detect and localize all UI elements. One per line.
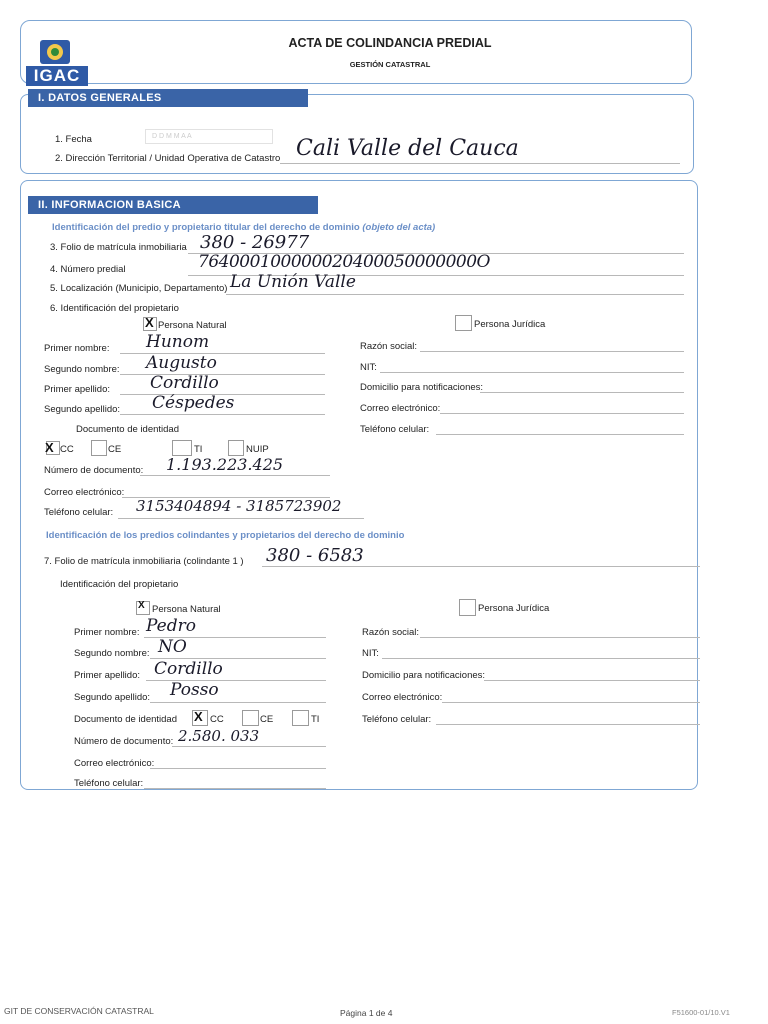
segundo-apellido-value[interactable]: Céspedes	[152, 393, 235, 413]
c-doc-cc-label: CC	[210, 714, 224, 725]
direccion-line	[280, 163, 680, 164]
localizacion-label: 5. Localización (Municipio, Departamento)	[50, 283, 228, 294]
c-razon-social-label: Razón social:	[362, 627, 420, 638]
telefono-line	[436, 434, 684, 435]
c-doc-ti-checkbox[interactable]	[292, 710, 309, 726]
folio7-value[interactable]: 380 - 6583	[266, 545, 364, 566]
primer-nombre-value[interactable]: Hunom	[146, 332, 210, 352]
localizacion-value[interactable]: La Unión Valle	[230, 272, 356, 292]
segundo-apellido-line	[120, 414, 325, 415]
segundo-nombre-label: Segundo nombre:	[44, 364, 120, 375]
c-correo-label: Correo electrónico:	[74, 758, 155, 769]
persona-juridica-label: Persona Jurídica	[474, 319, 546, 330]
identificacion7-label: Identificación del propietario	[60, 579, 179, 590]
segundo-apellido-label: Segundo apellido:	[44, 404, 121, 415]
doc-ti-label: TI	[194, 444, 203, 455]
primer-apellido-label: Primer apellido:	[44, 384, 110, 395]
footer-right: F51600-01/10.V1	[672, 1008, 730, 1017]
c-documento-label: Documento de identidad	[74, 714, 177, 725]
folio-label: 3. Folio de matrícula inmobiliaria	[50, 242, 187, 253]
c-doc-cc-mark: X	[194, 709, 203, 724]
doc-ce-label: CE	[108, 444, 122, 455]
fecha-field[interactable]: D D M M A A	[145, 129, 273, 144]
nit-line	[380, 372, 684, 373]
c-domicilio-line	[484, 680, 700, 681]
persona-natural-mark: X	[145, 315, 154, 330]
persona-juridica-checkbox[interactable]	[455, 315, 472, 331]
persona-natural-label: Persona Natural	[158, 320, 227, 331]
telefono-left-value[interactable]: 3153404894 - 3185723902	[136, 497, 342, 515]
c-numero-documento-value[interactable]: 2.580. 033	[178, 727, 260, 745]
doc-cc-label: CC	[60, 444, 74, 455]
logo-emblem-icon	[26, 38, 86, 68]
c-nit-label: NIT:	[362, 648, 379, 659]
c-primer-nombre-label: Primer nombre:	[74, 627, 140, 638]
localizacion-line	[226, 294, 684, 295]
c-correo-line	[150, 768, 326, 769]
c-numero-documento-line	[172, 746, 326, 747]
header-frame	[20, 20, 692, 84]
c-domicilio-label: Domicilio para notificaciones:	[362, 670, 486, 681]
telefono-left-label: Teléfono celular:	[44, 507, 114, 518]
c-persona-juridica-checkbox[interactable]	[459, 599, 476, 616]
c-segundo-apellido-line	[150, 702, 326, 703]
c-segundo-nombre-label: Segundo nombre:	[74, 648, 150, 659]
documento-label: Documento de identidad	[76, 424, 179, 435]
segundo-nombre-value[interactable]: Augusto	[146, 353, 217, 373]
primer-apellido-value[interactable]: Cordillo	[150, 373, 219, 393]
c-doc-ce-label: CE	[260, 714, 274, 725]
numero-predial-label: 4. Número predial	[50, 264, 126, 275]
numero-documento-label: Número de documento:	[44, 465, 144, 476]
doc-nuip-checkbox[interactable]	[228, 440, 244, 456]
correo-label: Correo electrónico:	[360, 403, 441, 414]
direccion-value[interactable]: Cali Valle del Cauca	[296, 136, 519, 161]
igac-logo	[26, 38, 88, 86]
section-1-title: I. DATOS GENERALES	[28, 89, 308, 107]
c-primer-apellido-label: Primer apellido:	[74, 670, 140, 681]
document-title: ACTA DE COLINDANCIA PREDIAL	[288, 36, 492, 50]
folio7-label: 7. Folio de matrícula inmobiliaria (colindante 1 )	[44, 556, 244, 567]
c-telefono-right-line	[436, 724, 700, 725]
doc-ce-checkbox[interactable]	[91, 440, 107, 456]
telefono-left-line	[118, 518, 364, 519]
fecha-label: 1. Fecha	[55, 134, 92, 145]
direccion-label: 2. Dirección Territorial / Unidad Operativa de Catastro	[55, 153, 281, 164]
identificacion-label: 6. Identificación del propietario	[50, 303, 179, 314]
numero-documento-line	[140, 475, 330, 476]
domicilio-label: Domicilio para notificaciones:	[360, 382, 484, 393]
c-doc-ce-checkbox[interactable]	[242, 710, 259, 726]
logo-text: IGAC	[26, 66, 88, 86]
razon-social-label: Razón social:	[360, 341, 418, 352]
doc-cc-mark: X	[45, 440, 54, 455]
numero-documento-value[interactable]: 1.193.223.425	[166, 455, 284, 474]
correo-left-label: Correo electrónico:	[44, 487, 125, 498]
primer-nombre-label: Primer nombre:	[44, 343, 110, 354]
c-correo-right-line	[442, 702, 700, 703]
folio-value[interactable]: 380 - 26977	[200, 232, 310, 253]
domicilio-line	[480, 392, 684, 393]
subhead-predio-suffix: (objeto del acta)	[362, 222, 436, 233]
numero-predial-value[interactable]: 764000100000020400050000000O	[198, 252, 490, 272]
c-numero-documento-label: Número de documento:	[74, 736, 174, 747]
c-persona-natural-mark: X	[138, 600, 145, 611]
doc-ti-checkbox[interactable]	[172, 440, 192, 456]
correo-line	[440, 413, 684, 414]
subhead-colindantes: Identificación de los predios colindantes y propietarios del derecho de dominio	[46, 530, 405, 541]
c-nit-line	[382, 658, 700, 659]
c-persona-natural-label: Persona Natural	[152, 604, 221, 615]
c-segundo-apellido-label: Segundo apellido:	[74, 692, 151, 703]
c-telefono-line	[144, 788, 326, 789]
doc-nuip-label: NUIP	[246, 444, 269, 455]
c-primer-apellido-value[interactable]: Cordillo	[154, 659, 223, 679]
c-doc-ti-label: TI	[311, 714, 320, 725]
telefono-label: Teléfono celular:	[360, 424, 430, 435]
subhead-predio-main: Identificación del predio y propietario titular del derecho de dominio	[52, 222, 360, 233]
c-segundo-apellido-value[interactable]: Posso	[170, 680, 219, 700]
c-persona-juridica-label: Persona Jurídica	[478, 603, 550, 614]
section-2-title: II. INFORMACION BASICA	[28, 196, 318, 214]
footer-center: Página 1 de 4	[340, 1008, 393, 1018]
c-telefono-right-label: Teléfono celular:	[362, 714, 432, 725]
razon-social-line	[420, 351, 684, 352]
c-correo-right-label: Correo electrónico:	[362, 692, 443, 703]
c-segundo-nombre-value[interactable]: NO	[158, 637, 187, 657]
c-razon-social-line	[420, 637, 700, 638]
nit-label: NIT:	[360, 362, 377, 373]
document-subtitle: GESTIÓN CATASTRAL	[349, 60, 431, 69]
c-primer-nombre-value[interactable]: Pedro	[146, 616, 196, 636]
folio7-line	[262, 566, 700, 567]
c-telefono-label: Teléfono celular:	[74, 778, 144, 789]
footer-left: GIT DE CONSERVACIÓN CATASTRAL	[4, 1006, 154, 1016]
